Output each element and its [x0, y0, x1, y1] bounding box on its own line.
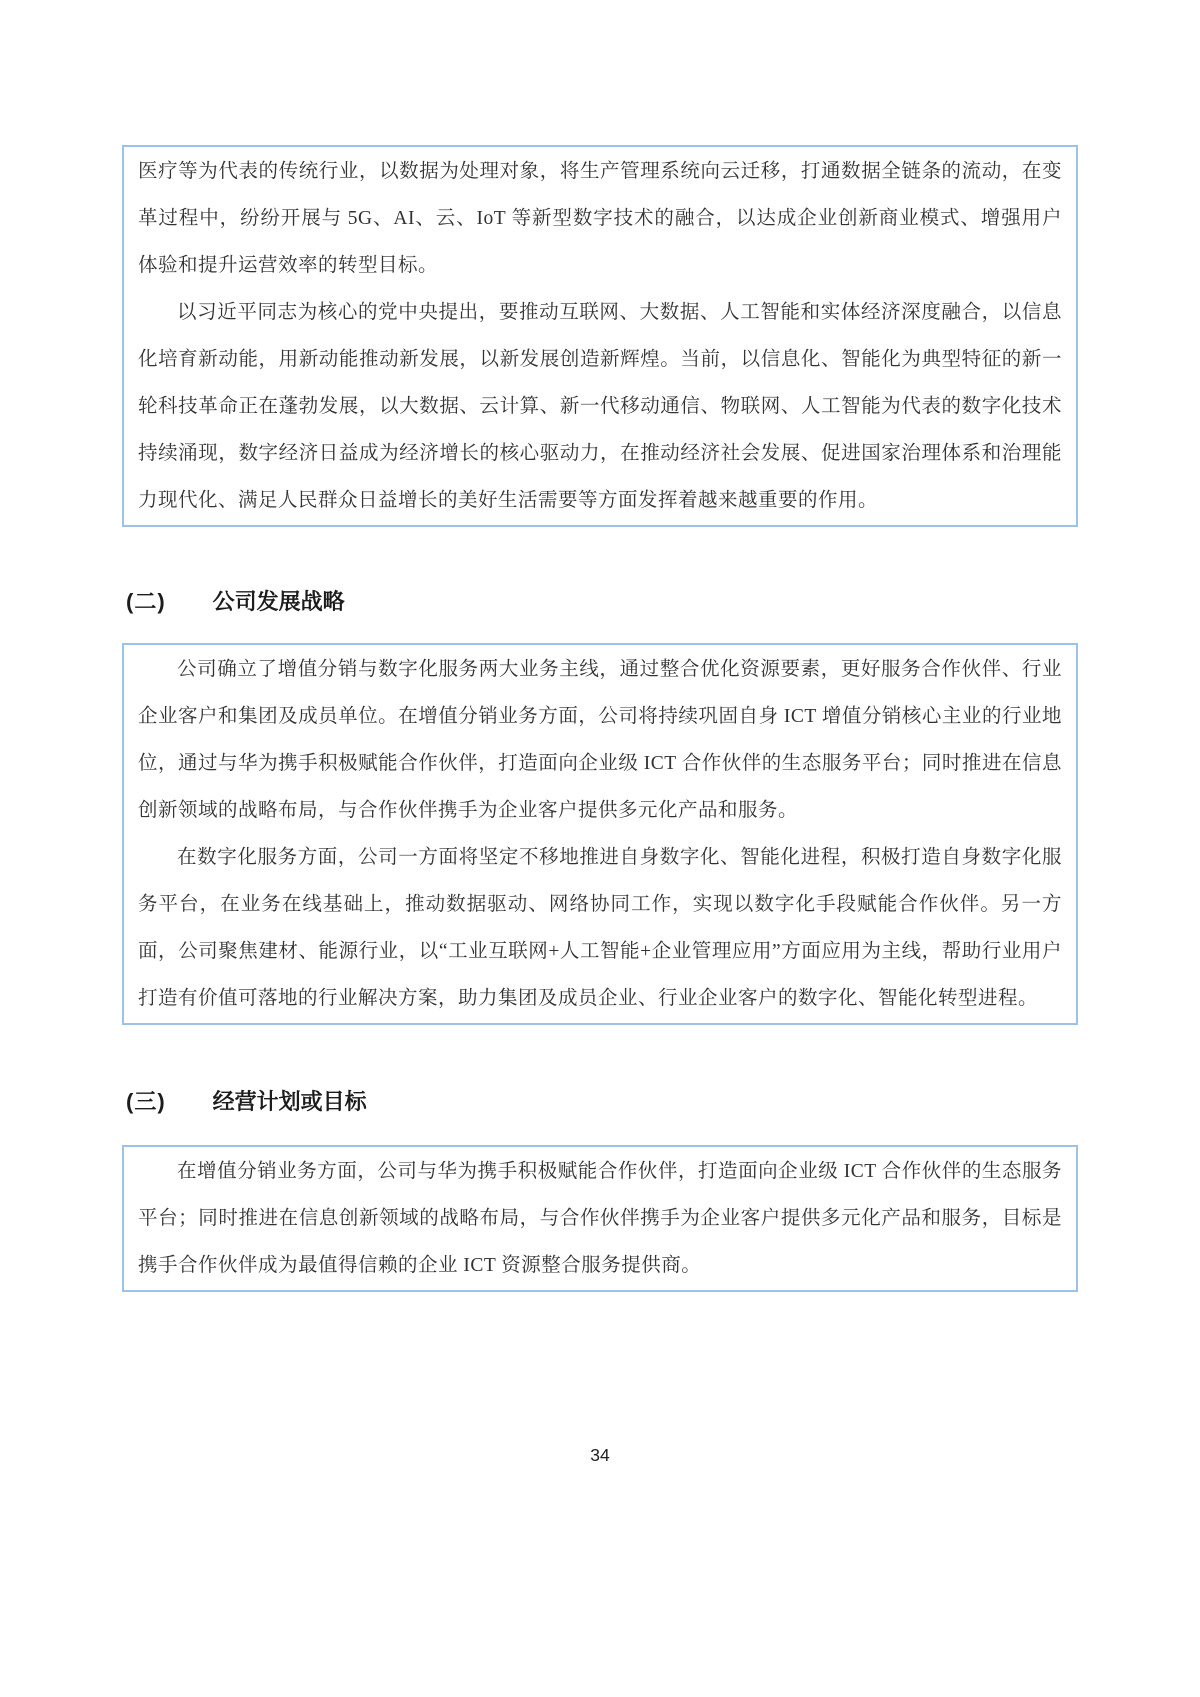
- development-strategy-paragraph-1: 公司确立了增值分销与数字化服务两大业务主线，通过整合优化资源要素，更好服务合作伙伴、行业企业客户和集团及成员单位。在增值分销业务方面，公司将持续巩固自身 ICT 增值分销核心主业的行业地位，通过与华为携手积极赋能合作伙伴，打造面向企业级 ICT 合作伙伴的生态服务平台；同时推进在信息创新领域的战略布局，与合作伙伴携手为企业客户提供多元化产品和服务。: [138, 659, 1062, 821]
- section-number: (三): [126, 1089, 166, 1114]
- section-number: (二): [126, 589, 166, 614]
- industry-overview-paragraph-continuation: 医疗等为代表的传统行业，以数据为处理对象，将生产管理系统向云迁移，打通数据全链条的流动，在变革过程中，纷纷开展与 5G、AI、云、IoT 等新型数字技术的融合，以达成企业创新商业模式、增强用户体验和提升运营效率的转型目标。: [138, 161, 1062, 276]
- industry-overview-text-box: [122, 145, 1078, 527]
- page-number: 34: [590, 1445, 610, 1465]
- section-title: 经营计划或目标: [212, 1089, 367, 1114]
- development-strategy-paragraph-2: 在数字化服务方面，公司一方面将坚定不移地推进自身数字化、智能化进程，积极打造自身数字化服务平台，在业务在线基础上，推动数据驱动、网络协同工作，实现以数字化手段赋能合作伙伴。另一方面，公司聚焦建材、能源行业，以“工业互联网+人工智能+企业管理应用”方面应用为主线，帮助行业用户打造有价值可落地的行业解决方案，助力集团及成员企业、行业企业客户的数字化、智能化转型进程。: [138, 847, 1062, 1009]
- development-strategy-text-box: [122, 643, 1078, 1025]
- section-heading-business-plan: [126, 1089, 1200, 1115]
- page-footer: [0, 1445, 1200, 1466]
- business-plan-text-box: [122, 1145, 1078, 1292]
- industry-overview-paragraph: 以习近平同志为核心的党中央提出，要推动互联网、大数据、人工智能和实体经济深度融合，以信息化培育新动能，用新动能推动新发展，以新发展创造新辉煌。当前，以信息化、智能化为典型特征的新一轮科技革命正在蓬勃发展，以大数据、云计算、新一代移动通信、物联网、人工智能为代表的数字化技术持续涌现，数字经济日益成为经济增长的核心驱动力，在推动经济社会发展、促进国家治理体系和治理能力现代化、满足人民群众日益增长的美好生活需要等方面发挥着越来越重要的作用。: [138, 302, 1062, 511]
- business-plan-paragraph: 在增值分销业务方面，公司与华为携手积极赋能合作伙伴，打造面向企业级 ICT 合作伙伴的生态服务平台；同时推进在信息创新领域的战略布局，与合作伙伴携手为企业客户提供多元化产品和服务，目标是携手合作伙伴成为最值得信赖的企业 ICT 资源整合服务提供商。: [138, 1161, 1062, 1276]
- section-heading-development-strategy: [126, 589, 1200, 615]
- section-title: 公司发展战略: [212, 589, 345, 614]
